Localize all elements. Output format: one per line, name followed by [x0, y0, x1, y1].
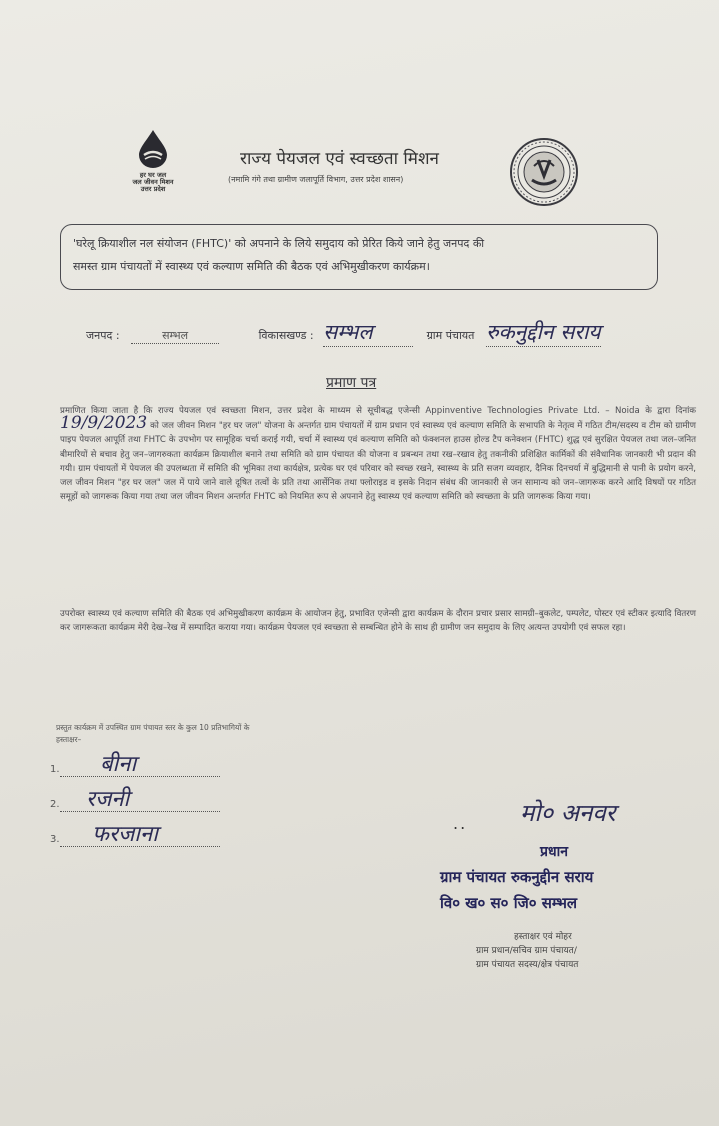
district-value: सम्भल — [131, 328, 219, 344]
subject-box — [60, 224, 658, 290]
participant-name: रजनी — [86, 787, 130, 812]
up-government-emblem-icon — [508, 136, 580, 208]
signature-label: हस्ताक्षर एवं मोहर ग्राम प्रधान/सचिव ग्राम पंचायत/ ग्राम पंचायत सदस्य/क्षेत्र पंचायत — [476, 932, 579, 970]
certificate-title: प्रमाण पत्र — [326, 375, 377, 391]
water-drop-icon — [135, 128, 171, 168]
panchayat-label: ग्राम पंचायत — [426, 329, 475, 342]
location-fields — [86, 318, 601, 347]
pradhan-stamp: प्रधान ग्राम पंचायत रुकनुद्दीन सराय वि० ख० स० जि० सम्भल — [440, 844, 594, 912]
handwritten-signature: मो० अनवर — [520, 799, 616, 827]
district-label: जनपद : — [86, 329, 120, 342]
mission-title: राज्य पेयजल एवं स्वच्छता मिशन — [240, 149, 439, 169]
certificate-paragraph-2: उपरोक्त स्वास्थ्य एवं कल्याण समिति की बैठक एवं अभिमुखीकरण कार्यक्रम के आयोजन हेतु, प्रभावित एजेन्सी द्वारा कार्यक्रम के दौरान प्रचार प्रसार सामग्री–बुकलेट, पम्पलेट, पोस्टर एवं स्टीकर इत्यादि वितरण कर जागरूकता कार्यक्रम मेरी देख–रेख में सम्पादित कराया गया। कार्यक्रम पेयजल एवं स्वच्छता से सम्बन्धित होने के साथ ही ग्रामीण जन समुदाय के लिए अत्यन्त उपयोगी एवं सफल रहा। — [60, 609, 696, 634]
mission-subtitle: (नमामि गंगे तथा ग्रामीण जलापूर्ति विभाग, उत्तर प्रदेश शासन) — [228, 175, 404, 184]
program-date: 19/9/2023 — [60, 413, 148, 434]
signature-dots: .. — [453, 814, 468, 833]
logo-caption: हर घर जल जल जीवन मिशन उत्तर प्रदेश — [132, 171, 174, 193]
participant-name: फरजाना — [92, 822, 158, 847]
subject-line-2: समस्त ग्राम पंचायतों में स्वास्थ्य एवं कल्याण समिति की बैठक एवं अभिमुखीकरण कार्यक्रम। — [73, 260, 430, 273]
participant-name: बीना — [100, 752, 137, 777]
block-value: सम्भल — [323, 318, 413, 347]
block-label: विकासखण्ड : — [258, 329, 314, 342]
attendance-intro: प्रस्तुत कार्यक्रम में उपस्थित ग्राम पंचायत स्तर के कुल 10 प्रतिभागियों के हस्ताक्षर– — [56, 723, 250, 744]
panchayat-value: रुकनुद्दीन सराय — [486, 318, 601, 347]
jal-jeevan-mission-logo — [122, 128, 184, 193]
certificate-paragraph-1: प्रमाणित किया जाता है कि राज्य पेयजल एवं स्वच्छता मिशन, उत्तर प्रदेश के माध्यम से सूचीबद्ध एजेन्सी Appinventive Technologies Private Ltd. – Noida के द्वारा दिनांक 19/9/2023 को जल जीवन मिशन "हर घर जल" योजना के अन्तर्गत ग्राम पंचायतों में ग्राम प्रधान एवं स्वास्थ्य एवं कल्याण समिति के सभापति के नेतृत्व में गठित टीम/सदस्य व टीम को ग्रामीण पाइप पेयजल आपूर्ति तथा FHTC के उपभोग पर सामूहिक चर्चा कराई गयी, चर्चा में स्वास्थ्य एवं कल्याण समिति को फंक्शनल हाउस होल्ड टैप कनेक्शन (FHTC) शुद्ध एवं सुरक्षित पेयजल तथा जल–जनित बीमारियों से बचाव हेतु जन–जागरुकता कार्यक्रम क्रियाशील बनाने तथा समिति को ग्राम पंचायत की योजना व प्रबन्धन तथा रख–रखाव हेतु तकनीकी प्रशिक्षित कार्मिकों की संवैधानिक जानकारी भी प्रदान की गयी। ग्राम पंचायतों में पेयजल की उपलब्धता में समिति की भूमिका तथा कार्यक्षेत्र, प्रत्येक घर एवं परिवार को स्वच्छ रखने, स्वास्थ्य के प्रति सजग व्यवहार, दैनिक दिनचर्या में बुद्धिमानी से पानी के प्रयोग करने, जल जीवन मिशन "हर घर जल" जल में पाये जाने वाले दूषित तत्वों के प्रति तथा आर्सेनिक तथा फ्लोराइड व इसके निदान संबंध की जानकारी से जन सामान्य को जन–जागरूक करने आदि विषयों पर गठित समूहों को जागरूक किया गया तथा जल जीवन मिशन अन्तर्गत FHTC को नियमित रूप से अपनाने हेतु स्वास्थ्य एवं कल्याण समिति को स्वच्छता के प्रति जागरूक किया गया। — [60, 406, 696, 503]
subject-line-1: 'घरेलू क्रियाशील नल संयोजन (FHTC)' को अपनाने के लिये समुदाय को प्रेरित किये जाने हेतु जनपद की — [73, 237, 485, 250]
document-page: हर घर जल जल जीवन मिशन उत्तर प्रदेश राज्य पेयजल एवं स्वच्छता मिशन (नमामि गंगे तथा ग्रामीण जलापूर्ति विभाग, उत्तर प्रदेश शासन) 'घरेलू क्रियाशील नल संयोजन (FHTC)' को अपनाने के लिये समुदाय को प्रेरित किये जाने हेतु जनपद की समस्त ग्राम पंचायतों में स्वास्थ्य एवं कल्याण समिति की बैठक एवं अभिमुखीकरण कार्यक्रम। जनपद : सम्भल विकासखण्ड : सम्भल ग्राम पंचायत रुकनुद्दीन सराय प्रमाण पत्र प्रमाणित किया जाता है कि राज्य पेयजल एवं स्वच्छता मिशन, उत्तर प्रदेश के माध्यम से सूचीबद्ध एजेन्सी Appinventive Technologies Private Ltd. – Noida के द्वारा दिनांक 19/9/2023 को जल जीवन मिशन "हर घर जल" योजना के अन्तर्गत ग्राम पंचायतों में ग्राम प्रधान एवं स्वास्थ्य एवं कल्याण समिति के सभापति के नेतृत्व में गठित टीम/सदस्य व टीम को ग्रामीण पाइप पेयजल आपूर्ति तथा FHTC के उपभोग पर सामूहिक चर्चा कराई गयी, चर्चा में स्वास्थ्य एवं कल्याण समिति को फंक्शनल हाउस होल्ड टैप कनेक्शन (FHTC) शुद्ध एवं सुरक्षित पेयजल तथा जल–जनित बीमारियों से बचाव हेतु जन–जागरुकता कार्यक्रम क्रियाशील बनाने तथा समिति को ग्राम पंचायत की योजना व प्रबन्धन तथा रख–रखाव हेतु तकनीकी प्रशिक्षित कार्मिकों की संवैधानिक जानकारी भी प्रदान की गयी। ग्राम पंचायतों में पेयजल की उपलब्धता में समिति की भूमिका तथा कार्यक्षेत्र, प्रत्येक घर एवं परिवार को स्वच्छ रखने, स्वास्थ्य के प्रति सजग व्यवहार, दैनिक दिनचर्या में बुद्धिमानी से पानी के प्रयोग करने, जल जीवन मिशन "हर घर जल" जल में पाये जाने वाले दूषित तत्वों के प्रति तथा आर्सेनिक तथा फ्लोराइड व इसके निदान संबंध की जानकारी से जन सामान्य को जन–जागरूक करने आदि विषयों पर गठित समूहों को जागरूक किया गया तथा जल जीवन मिशन अन्तर्गत FHTC को नियमित रूप से अपनाने हेतु स्वास्थ्य एवं कल्याण समिति को स्वच्छता के प्रति जागरूक किया गया। उपरोक्त स्वास्थ्य एवं कल्याण समिति की बैठक एवं अभिमुखीकरण कार्यक्रम के आयोजन हेतु, प्रभावित एजेन्सी द्वारा कार्यक्रम के दौरान प्रचार प्रसार सामग्री–बुकलेट, पम्पलेट, पोस्टर एवं स्टीकर इत्यादि वितरण कर जागरूकता कार्यक्रम मेरी देख–रेख में सम्पादित कराया गया। कार्यक्रम पेयजल एवं स्वच्छता से सम्बन्धित होने के साथ ही ग्रामीण जन समुदाय के लिए अत्यन्त उपयोगी एवं सफल रहा। प्रस्तुत कार्यक्रम में उपस्थित ग्राम पंचायत स्तर के कुल 10 प्रतिभागियों के हस्ताक्षर– 1. बीना 2. रजनी 3. फरजाना .. मो० अनवर प्रधान ग्राम पंचायत रुकनुद्दीन सराय वि० ख० स० जि० सम्भल हस्ताक्षर एवं मोहर ग्राम प्रधान/सचिव ग्राम पंचायत/ ग्राम पंचायत सदस्य/क्षेत्र पंचायत — [0, 0, 719, 1126]
